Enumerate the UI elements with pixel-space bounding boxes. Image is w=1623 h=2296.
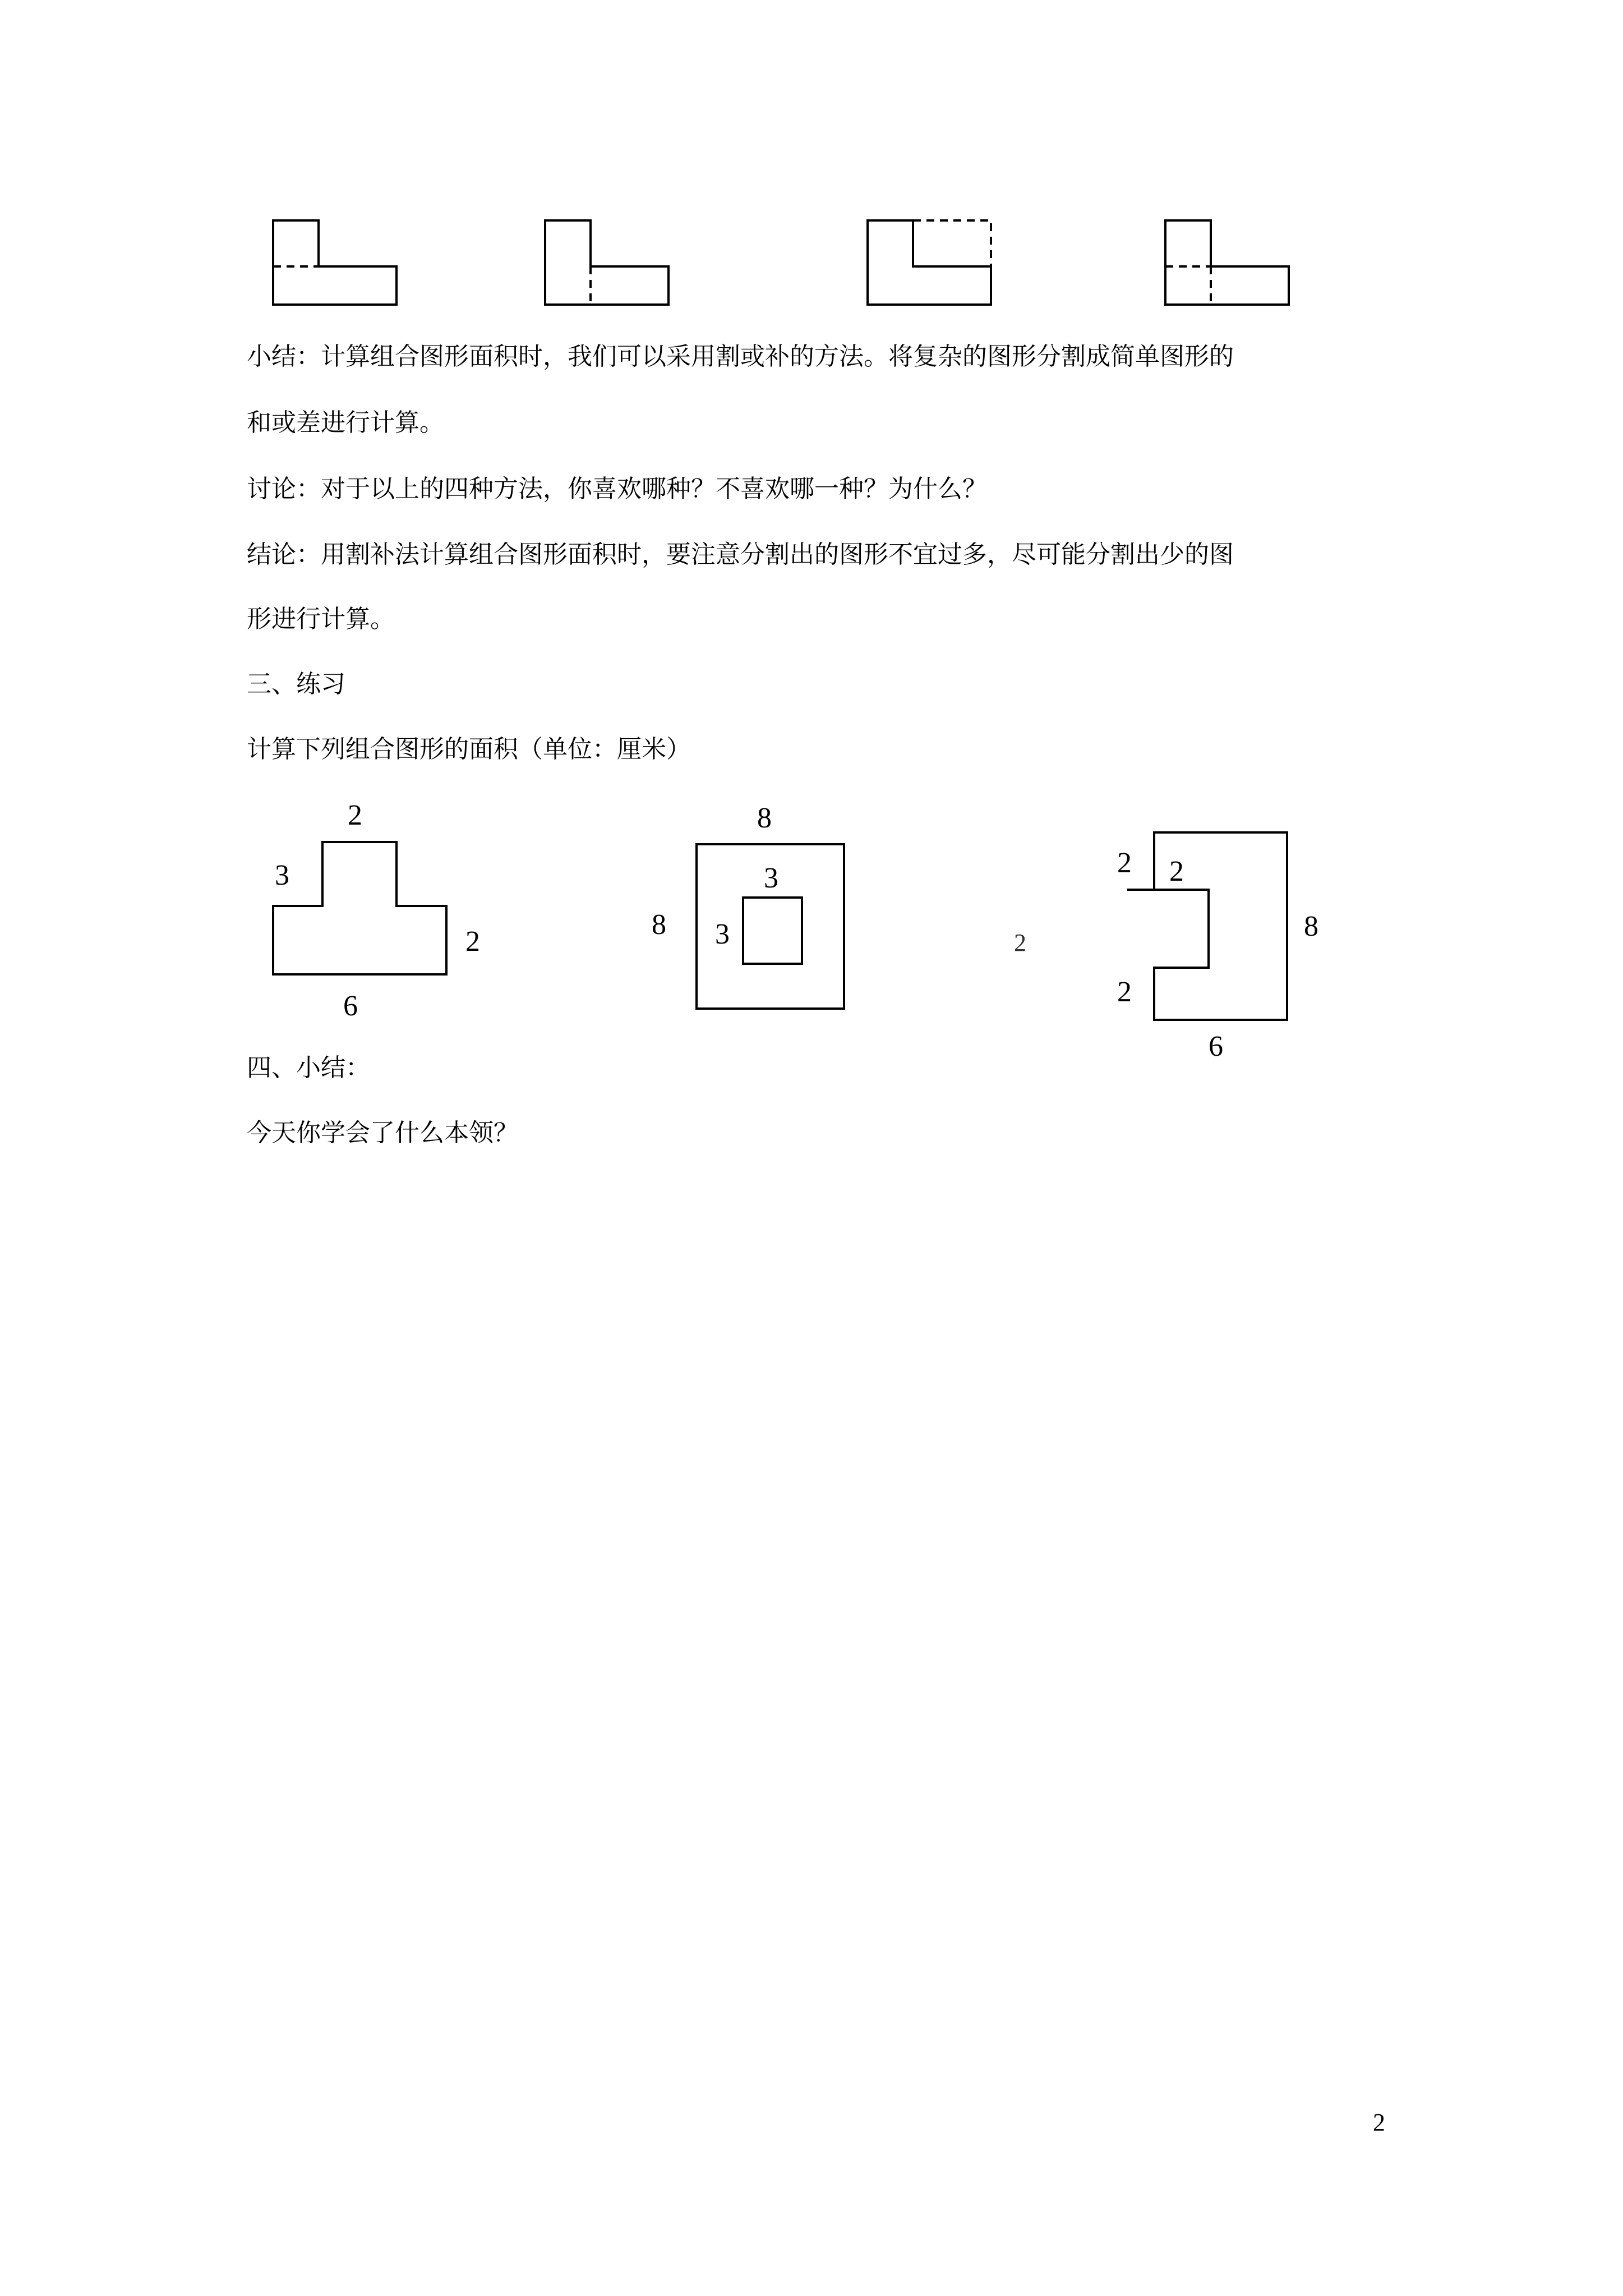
fig1-label-left: 3 xyxy=(275,859,289,891)
stray-label: 2 xyxy=(1014,929,1026,956)
fig3-label-bottom: 6 xyxy=(1209,1030,1223,1062)
summary-text-line2: 和或差进行计算。 xyxy=(247,408,444,437)
fig2-label-inner-top: 3 xyxy=(764,862,778,894)
conclusion-text-line1: 结论：用割补法计算组合图形面积时，要注意分割出的图形不宜过多，尽可能分割出少的图 xyxy=(247,540,1234,569)
discussion-text: 讨论：对于以上的四种方法，你喜欢哪种？不喜欢哪一种？为什么？ xyxy=(247,475,987,503)
section4-heading: 四、小结： xyxy=(247,1053,370,1082)
fig2-label-outer-left: 8 xyxy=(652,909,666,941)
figure1-t-shape xyxy=(273,842,446,974)
fig1-label-top: 2 xyxy=(348,799,362,831)
exercise-prompt: 计算下列组合图形的面积（单位：厘米） xyxy=(247,735,691,763)
figure2-inner-square xyxy=(743,898,802,964)
page-number: 2 xyxy=(1373,2109,1385,2136)
fig2-label-inner-left: 3 xyxy=(715,918,730,950)
fig3-label-bottom-left: 2 xyxy=(1117,976,1132,1008)
exercise-figures xyxy=(0,785,1623,1851)
closing-question: 今天你学会了什么本领？ xyxy=(247,1119,518,1147)
section3-heading: 三、练习 xyxy=(247,670,345,698)
fig2-label-outer-top: 8 xyxy=(757,802,772,834)
l-shape-split-vertical xyxy=(545,220,668,305)
l-shape-methods-diagram xyxy=(0,0,1623,337)
conclusion-text-line2: 形进行计算。 xyxy=(247,605,395,633)
fig3-label-right: 8 xyxy=(1304,910,1318,942)
fig3-label-top-left: 2 xyxy=(1117,847,1132,879)
l-shape-fill-complement xyxy=(868,220,991,305)
fig1-label-bottom: 6 xyxy=(343,990,358,1022)
l-shape-split-both xyxy=(1165,220,1289,305)
l-shape-split-horizontal xyxy=(273,220,396,305)
fig1-label-right: 2 xyxy=(465,926,480,958)
summary-text-line1: 小结：计算组合图形面积时，我们可以采用割或补的方法。将复杂的图形分割成简单图形的 xyxy=(247,342,1234,371)
fig3-label-notch-top: 2 xyxy=(1169,855,1184,887)
